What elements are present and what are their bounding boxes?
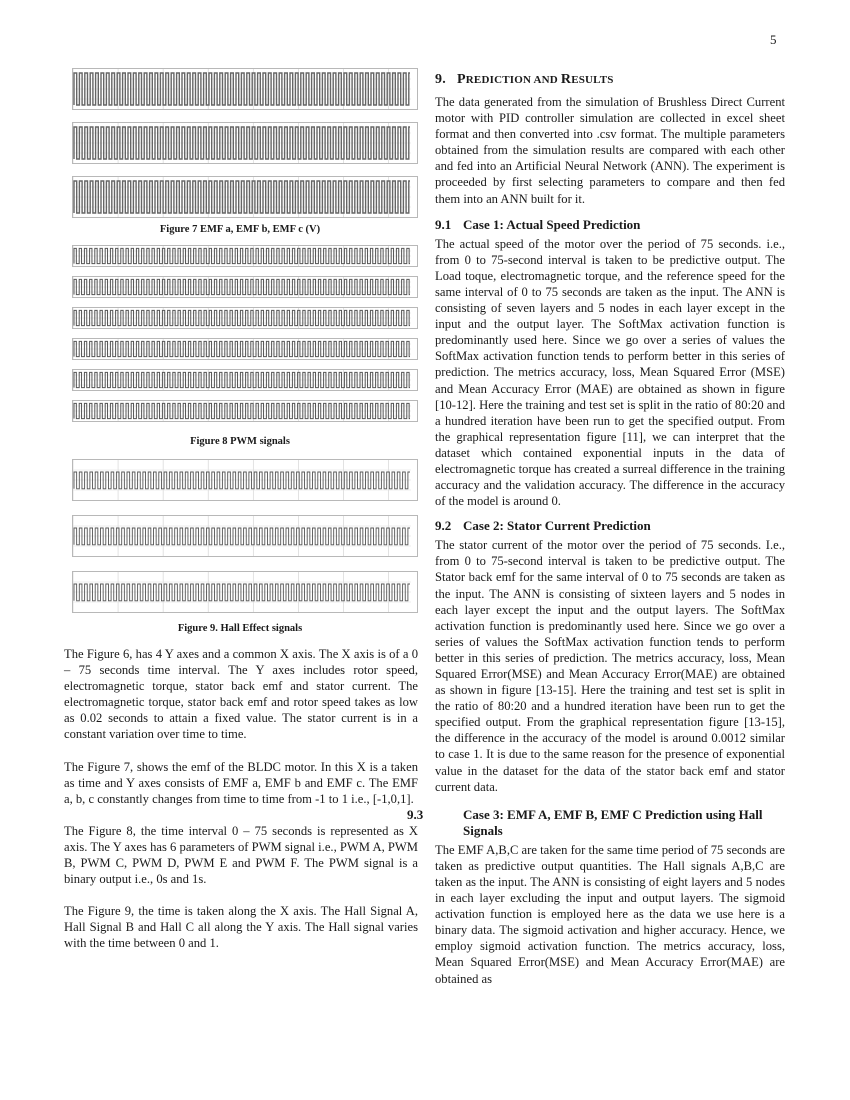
left-column	[62, 68, 418, 968]
fig9-subplot	[72, 571, 418, 613]
figure-7-caption: Figure 7 EMF a, EMF b, EMF c (V)	[159, 224, 321, 235]
fig8-subplot	[72, 245, 418, 267]
fig8-subplot	[72, 276, 418, 298]
page-number: 5	[770, 32, 777, 47]
section-title-initial-p: P	[457, 72, 466, 87]
section-title-initial-r: R	[560, 72, 572, 87]
paragraph-figure-6: The Figure 6, has 4 Y axes and a common X axis. The X axis is of a 0 – 75 seconds time interval. The Y axes includes rotor speed, electromagnetic torque, stator back emf and stator current. The electromagnetic torque, stator back emf and rotor speed takes as low as 0.02 seconds to attain a fixed value. The stator current is in a constant variation over time to time.	[64, 647, 418, 742]
subsection-title: Case 3: EMF A, EMF B, EMF C Prediction using Hall Signals	[463, 806, 763, 838]
subsection-title: Case 2: Stator Current Prediction	[463, 518, 651, 534]
fig9-subplot	[72, 515, 418, 557]
fig8-subplot	[72, 400, 418, 422]
fig9-subplot	[72, 459, 418, 501]
subsection-9-3-body: The EMF A,B,C are taken for the same time period of 75 seconds are taken as predictive output quantities. The Hall signals A,B,C are taken as the input. The ANN is consisting of eight layers and 5 nodes in each layer excluding the input and output layers. The sigmoid activation function is employed here as the data we use here is a binary data. The sigmoid activation and higher accuracy. Hence, we employ sigmoid activation function. The metrics accuracy, loss, Mean Squared Error(MSE) and Mean Accuracy Error(MAE) are obtained as	[435, 842, 785, 986]
figure-8	[62, 245, 418, 422]
subsection-number: 9.3	[407, 806, 424, 822]
section-intro: The data generated from the simulation of Brushless Direct Current motor with PID controller simulation are collected in excel sheet format and then converted into .csv format. The multiple parameters obtained from the simulation results are compared with each other and fed into an Artificial Neural Network (ANN). The experiment is proceeded by first selecting parameters to compare and then fed them into an ANN built for it.	[435, 95, 785, 206]
fig8-subplot	[72, 338, 418, 360]
subsection-9-2-body: The stator current of the motor over the period of 75 seconds. I.e., from 0 to 75-second interval is taken to be predictive output. The Stator back emf for the same interval of 0 to 75 seconds are taken as the input. The ANN is consisting of sixteen layers and 5 nodes in each layer except the input and the output layers. The SoftMax activation function is predominantly used here. Since we go over a series of values the SoftMax activation function tends to perform better in this series of prediction. The metrics accuracy, loss, Mean Squared Error(MSE) and Mean Accuracy Error(MAE) are obtained as shown in figure [13-15]. Here the training and test set is split in the ratio of 80:20 and a hundred iteration have been run to get the specified output. From the graphical representation figure [13-15], the difference in the accuracy of the model is around 0.0012 similar to case 1. It is due to the same reason for the presence of exponential value in the dataset for the data of the stator back emf and stator current data.	[435, 538, 785, 794]
subsection-9-1-heading	[435, 217, 785, 233]
fig7-subplot	[72, 176, 418, 218]
section-heading	[435, 72, 785, 88]
figure-7	[62, 68, 418, 218]
subsection-9-1-body: The actual speed of the motor over the period of 75 seconds. i.e., from 0 to 75-second interval is taken to be predictive output. The Load toque, electromagnetic torque, and the reference speed for the same interval of 0 to 75 seconds are taken as the input. The ANN is consisting of seven layers and 5 nodes in each layer except in the input and the output layer. The SoftMax activation function is predominantly used here. Since we go over a series of values the SoftMax activation function tends to perform better in this series of prediction. The metrics accuracy, loss, Mean Squared Error (MSE) and Mean Accuracy Error (MAE) are obtained as shown in figure [10-12]. Here the training and test set is split in the ratio of 80:20 and a hundred iteration have been run to get the specified output. From the graphical representation figure [11], we can interpret that the dataset which contained exponential inputs in the data of electromagnetic torque has created a surreal difference in the training accuracy and the validation accuracy. The difference in the accuracy of the model is around 0.	[435, 236, 785, 509]
section-number: 9.	[435, 72, 446, 87]
fig7-subplot	[72, 68, 418, 110]
paragraph-figure-9: The Figure 9, the time is taken along the X axis. The Hall Signal A, Hall Signal B and Hall C all along the Y axis. The Hall signal varies with the time between 0 and 1.	[64, 904, 418, 951]
subsection-title: Case 1: Actual Speed Prediction	[463, 216, 641, 232]
section-title-part-1: REDICTION AND	[465, 74, 561, 86]
fig8-subplot	[72, 307, 418, 329]
figure-8-caption: Figure 8 PWM signals	[190, 436, 290, 447]
right-column	[407, 72, 785, 987]
fig8-subplot	[72, 369, 418, 391]
fig7-subplot	[72, 122, 418, 164]
subsection-number: 9.1	[435, 216, 452, 232]
paragraph-figure-8: The Figure 8, the time interval 0 – 75 seconds is represented as X axis. The Y axes has 6 parameters of PWM signal i.e., PWM A, PWM B, PWM C, PWM D, PWM E and PWM F. The PWM signal is a binary output i.e., 0s and 1s.	[64, 823, 418, 887]
subsection-9-3-heading	[407, 806, 785, 839]
figure-9-caption: Figure 9. Hall Effect signals	[177, 623, 303, 634]
subsection-9-2-heading	[435, 518, 785, 534]
section-title-part-2: ESULTS	[571, 74, 614, 86]
paragraph-figure-7: The Figure 7, shows the emf of the BLDC motor. In this X is a taken as time and Y axes consists of EMF a, EMF b and EMF c. The EMF a, b, c constantly changes from time to time from -1 to 1 i.e., [-1,0,1].	[64, 759, 418, 806]
figure-9	[62, 459, 418, 613]
left-body-text	[64, 646, 418, 952]
subsection-number: 9.2	[435, 518, 452, 534]
